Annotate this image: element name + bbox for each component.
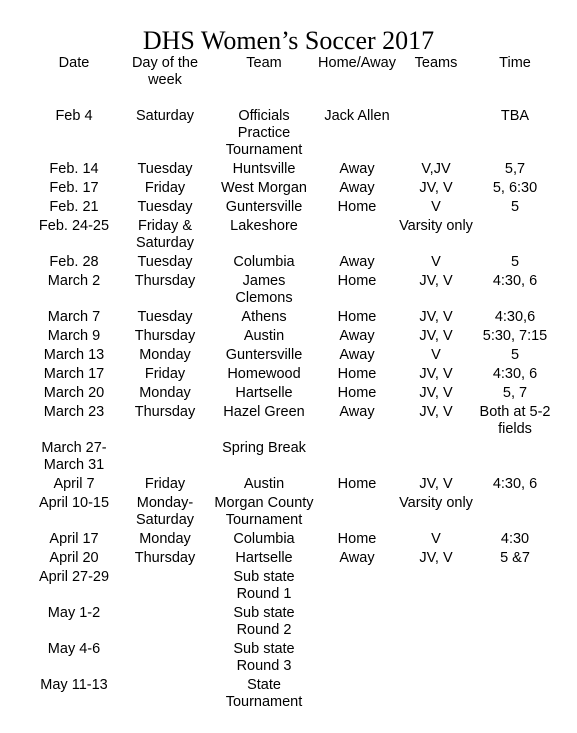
cell-home-away: Home (337, 366, 377, 382)
cell-home-away (315, 641, 399, 677)
header-home-away: Home/Away (318, 55, 396, 71)
cell-day: Tuesday (137, 254, 193, 270)
table-row (31, 605, 557, 641)
table-row (31, 108, 557, 161)
cell-date: Feb. 14 (49, 161, 99, 177)
cell-date: May 1-2 (47, 605, 101, 621)
cell-time: 4:30, 6 (492, 476, 538, 492)
cell-home-away (315, 440, 399, 476)
cell-team: Huntsville (232, 161, 296, 177)
table-row (31, 404, 557, 440)
cell-team: Sub state Round 2 (233, 605, 295, 638)
cell-time (473, 569, 557, 605)
cell-day: Monday (139, 347, 191, 363)
cell-home-away: Home (337, 531, 377, 547)
cell-date: March 7 (47, 309, 101, 325)
cell-home-away: Home (337, 199, 377, 215)
cell-team: Austin (243, 476, 285, 492)
cell-date: May 11-13 (40, 677, 108, 693)
header-team: Team (246, 55, 282, 71)
table-row (31, 161, 557, 180)
cell-home-away: Home (337, 385, 377, 401)
cell-date: April 27-29 (38, 569, 110, 585)
cell-date: Feb 4 (55, 108, 93, 124)
cell-team: Morgan County Tournament (214, 495, 314, 528)
cell-teams: JV, V (419, 550, 453, 566)
table-row (31, 385, 557, 404)
cell-home-away: Jack Allen (324, 108, 390, 124)
cell-day: Friday (144, 476, 186, 492)
table-row (31, 569, 557, 605)
cell-team: Sub state Round 3 (233, 641, 295, 674)
cell-teams: JV, V (419, 385, 453, 401)
cell-teams (399, 605, 473, 641)
cell-teams: V (431, 531, 441, 547)
cell-time (473, 605, 557, 641)
cell-time (473, 440, 557, 476)
cell-day: Thursday (134, 550, 196, 566)
cell-day: Friday (144, 366, 186, 382)
table-row (31, 309, 557, 328)
table-row (31, 180, 557, 199)
cell-day: Tuesday (137, 309, 193, 325)
cell-home-away (315, 605, 399, 641)
cell-day: Saturday (135, 108, 195, 124)
cell-time (473, 677, 557, 713)
cell-day: Monday (139, 385, 191, 401)
cell-time: 5, 7 (502, 385, 528, 401)
cell-day: Thursday (134, 404, 196, 420)
cell-date: April 10-15 (38, 495, 110, 511)
cell-team: Lakeshore (230, 218, 298, 234)
cell-note: Varsity only (399, 495, 473, 511)
table-row (31, 677, 557, 713)
table-row (31, 366, 557, 385)
cell-teams: JV, V (419, 309, 453, 325)
cell-time: 5, 6:30 (492, 180, 538, 196)
cell-time: 4:30, 6 (492, 366, 538, 382)
cell-home-away: Away (339, 254, 375, 270)
cell-home-away (315, 677, 399, 713)
cell-date: April 20 (49, 550, 99, 566)
cell-teams: JV, V (419, 328, 453, 344)
cell-time: 5 (510, 347, 520, 363)
table-row (31, 550, 557, 569)
cell-time: 4:30,6 (494, 309, 536, 325)
cell-team: Hartselle (235, 385, 293, 401)
cell-time: 5 &7 (500, 550, 530, 566)
table-row (31, 273, 557, 309)
cell-day (117, 440, 213, 476)
cell-home-away: Away (339, 328, 375, 344)
cell-teams: V,JV (421, 161, 451, 177)
cell-team: James Clemons (235, 273, 293, 306)
header-day: Day of the week (131, 55, 199, 88)
cell-day (117, 677, 213, 713)
cell-day: Thursday (134, 328, 196, 344)
table-row (31, 531, 557, 550)
cell-home-away: Home (337, 273, 377, 289)
cell-home-away (315, 569, 399, 605)
cell-teams (399, 641, 473, 677)
cell-team: Guntersville (225, 199, 303, 215)
table-row (31, 199, 557, 218)
cell-day: Tuesday (137, 161, 193, 177)
cell-team: Columbia (233, 254, 295, 270)
cell-home-away: Away (339, 347, 375, 363)
cell-day: Tuesday (137, 199, 193, 215)
cell-team: Austin (243, 328, 285, 344)
cell-time (473, 641, 557, 677)
cell-home-away: Away (339, 180, 375, 196)
table-row (31, 495, 557, 531)
cell-team: State Tournament (225, 677, 303, 710)
cell-home-away: Away (339, 550, 375, 566)
cell-teams (399, 569, 473, 605)
cell-day: Friday & Saturday (135, 218, 195, 251)
cell-day: Friday (144, 180, 186, 196)
cell-date: Feb. 28 (49, 254, 99, 270)
cell-day (117, 569, 213, 605)
cell-team: West Morgan (221, 180, 307, 196)
cell-date: Feb. 24-25 (38, 218, 110, 234)
cell-teams: V (431, 254, 441, 270)
cell-time: 5:30, 7:15 (482, 328, 548, 344)
cell-teams: JV, V (419, 476, 453, 492)
cell-teams: JV, V (419, 366, 453, 382)
cell-team: Spring Break (222, 440, 306, 456)
cell-date: March 23 (43, 404, 105, 420)
cell-team: Officials Practice Tournament (225, 108, 303, 158)
table-row (31, 328, 557, 347)
cell-time: 4:30, 6 (492, 273, 538, 289)
cell-teams: V (431, 199, 441, 215)
cell-teams: JV, V (419, 273, 453, 289)
cell-time: 5 (510, 199, 520, 215)
cell-time: 5 (510, 254, 520, 270)
header-date: Date (58, 55, 90, 71)
cell-teams: JV, V (419, 180, 453, 196)
cell-date: March 17 (43, 366, 105, 382)
header-teams: Teams (414, 55, 458, 71)
schedule-table (31, 55, 557, 713)
cell-date: April 17 (49, 531, 99, 547)
cell-team: Sub state Round 1 (233, 569, 295, 602)
header-row (31, 55, 557, 108)
cell-team: Hazel Green (223, 404, 305, 420)
cell-date: Feb. 17 (49, 180, 99, 196)
table-row (31, 347, 557, 366)
cell-day: Monday-Saturday (135, 495, 195, 528)
cell-teams: V (431, 347, 441, 363)
page-title: DHS Women’s Soccer 2017 (142, 26, 435, 55)
cell-day (117, 605, 213, 641)
header-time: Time (499, 55, 531, 71)
table-row (31, 641, 557, 677)
cell-team: Hartselle (235, 550, 293, 566)
cell-date: March 9 (47, 328, 101, 344)
cell-date: March 27-March 31 (41, 440, 107, 473)
cell-date: March 2 (47, 273, 101, 289)
table-row (31, 218, 557, 254)
cell-time: Both at 5-2 fields (479, 404, 551, 437)
cell-day: Monday (139, 531, 191, 547)
cell-teams: JV, V (419, 404, 453, 420)
cell-team: Guntersville (225, 347, 303, 363)
cell-date: March 13 (43, 347, 105, 363)
cell-team: Athens (241, 309, 287, 325)
cell-team: Columbia (233, 531, 295, 547)
cell-teams (399, 677, 473, 713)
cell-time: 5,7 (504, 161, 526, 177)
table-row (31, 254, 557, 273)
cell-time: TBA (500, 108, 530, 124)
cell-team: Homewood (227, 366, 301, 382)
cell-note: Varsity only (399, 218, 473, 234)
cell-home-away: Away (339, 161, 375, 177)
cell-home-away: Away (339, 404, 375, 420)
cell-time: 4:30 (500, 531, 530, 547)
cell-home-away: Home (337, 476, 377, 492)
table-row (31, 440, 557, 476)
cell-date: April 7 (53, 476, 95, 492)
cell-teams (399, 108, 473, 161)
cell-teams (399, 440, 473, 476)
cell-day (117, 641, 213, 677)
cell-home-away: Home (337, 309, 377, 325)
cell-date: May 4-6 (47, 641, 101, 657)
cell-date: March 20 (43, 385, 105, 401)
cell-day: Thursday (134, 273, 196, 289)
cell-date: Feb. 21 (49, 199, 99, 215)
table-row (31, 476, 557, 495)
